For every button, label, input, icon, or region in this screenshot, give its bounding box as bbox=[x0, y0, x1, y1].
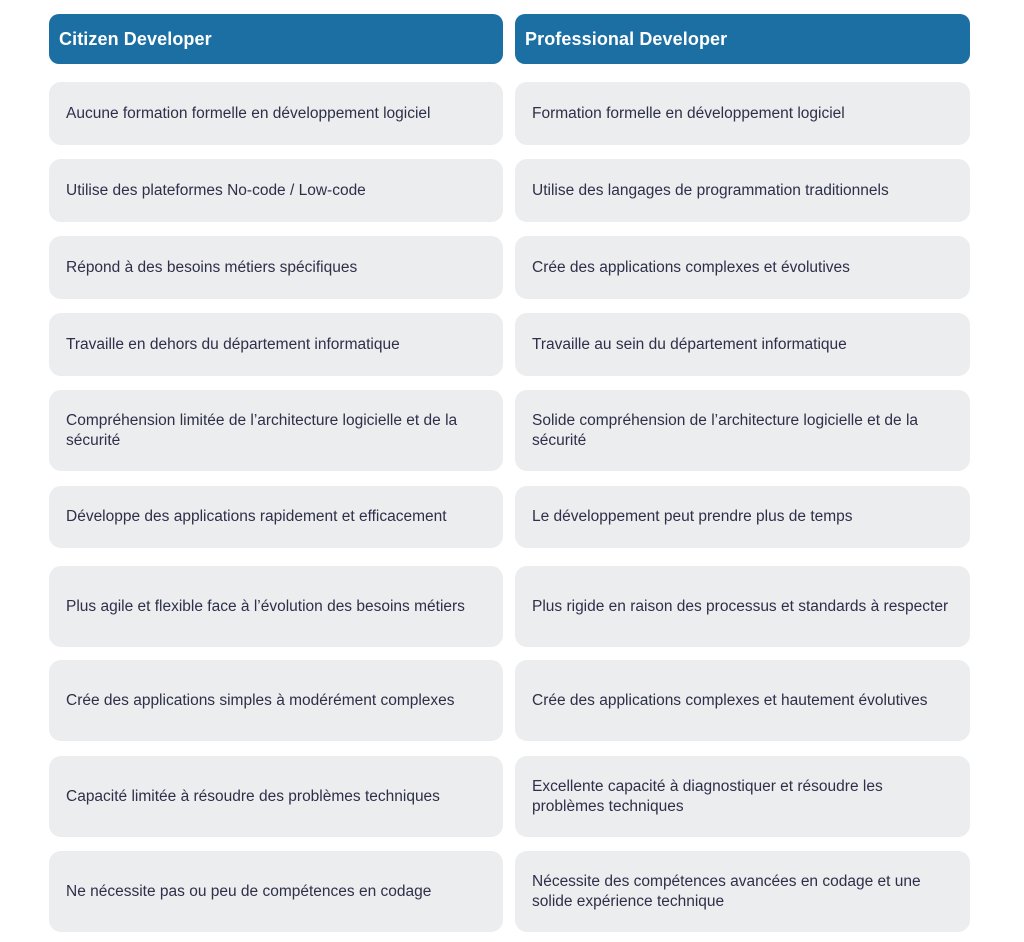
cell-text: Travaille en dehors du département informatique bbox=[66, 335, 400, 353]
cell-text: Crée des applications complexes et évolutives bbox=[532, 258, 850, 276]
comparison-cell bbox=[515, 486, 970, 548]
cell-text: Travaille au sein du département informatique bbox=[532, 335, 847, 353]
comparison-cell bbox=[515, 756, 970, 837]
comparison-cell bbox=[49, 159, 503, 222]
comparison-cell bbox=[515, 851, 970, 932]
cell-text: Crée des applications simples à modérément complexes bbox=[66, 691, 455, 709]
cell-text: Répond à des besoins métiers spécifiques bbox=[66, 258, 358, 276]
cell-text: Utilise des langages de programmation traditionnels bbox=[532, 181, 889, 199]
comparison-cell bbox=[49, 313, 503, 376]
comparison-cell bbox=[49, 756, 503, 837]
cell-text: Développe des applications rapidement et efficacement bbox=[66, 508, 447, 525]
comparison-cell bbox=[515, 313, 970, 376]
cell-text: Crée des applications complexes et hautement évolutives bbox=[532, 691, 928, 709]
comparison-cell bbox=[49, 660, 503, 741]
column-professional-developer bbox=[515, 14, 970, 910]
cell-text: Nécessite des compétences avancées en codage et une solide expérience technique bbox=[532, 872, 921, 910]
comparison-cell bbox=[515, 660, 970, 741]
cell-text: Utilise des plateformes No-code / Low-code bbox=[66, 181, 366, 199]
column-header-professional-developer: Professional Developer bbox=[515, 14, 970, 64]
column-header-citizen-developer: Citizen Developer bbox=[49, 14, 503, 64]
cell-text: Compréhension limitée de l’architecture logicielle et de la sécurité bbox=[66, 411, 458, 449]
cell-text: Ne nécessite pas ou peu de compétences en codage bbox=[66, 882, 432, 900]
column-citizen-developer bbox=[49, 14, 503, 900]
cell-text: Plus agile et flexible face à l’évolution des besoins métiers bbox=[66, 597, 465, 615]
comparison-cell bbox=[49, 486, 503, 548]
cell-text: Plus rigide en raison des processus et standards à respecter bbox=[532, 597, 949, 615]
comparison-cell bbox=[49, 390, 503, 471]
comparison-cell bbox=[49, 82, 503, 145]
cell-text: Solide compréhension de l’architecture logicielle et de la sécurité bbox=[532, 411, 919, 449]
comparison-cell bbox=[49, 851, 503, 932]
cell-text: Capacité limitée à résoudre des problèmes techniques bbox=[66, 787, 440, 805]
cell-text: Formation formelle en développement logiciel bbox=[532, 104, 845, 122]
cell-text: Excellente capacité à diagnostiquer et résoudre les problèmes techniques bbox=[532, 777, 883, 815]
comparison-cell bbox=[515, 390, 970, 471]
comparison-cell bbox=[515, 236, 970, 299]
comparison-cell bbox=[49, 236, 503, 299]
cell-text: Le développement peut prendre plus de temps bbox=[532, 508, 853, 525]
cell-text: Aucune formation formelle en développement logiciel bbox=[66, 104, 431, 122]
comparison-cell bbox=[515, 159, 970, 222]
comparison-cell bbox=[515, 82, 970, 145]
comparison-cell bbox=[515, 566, 970, 647]
comparison-cell bbox=[49, 566, 503, 647]
